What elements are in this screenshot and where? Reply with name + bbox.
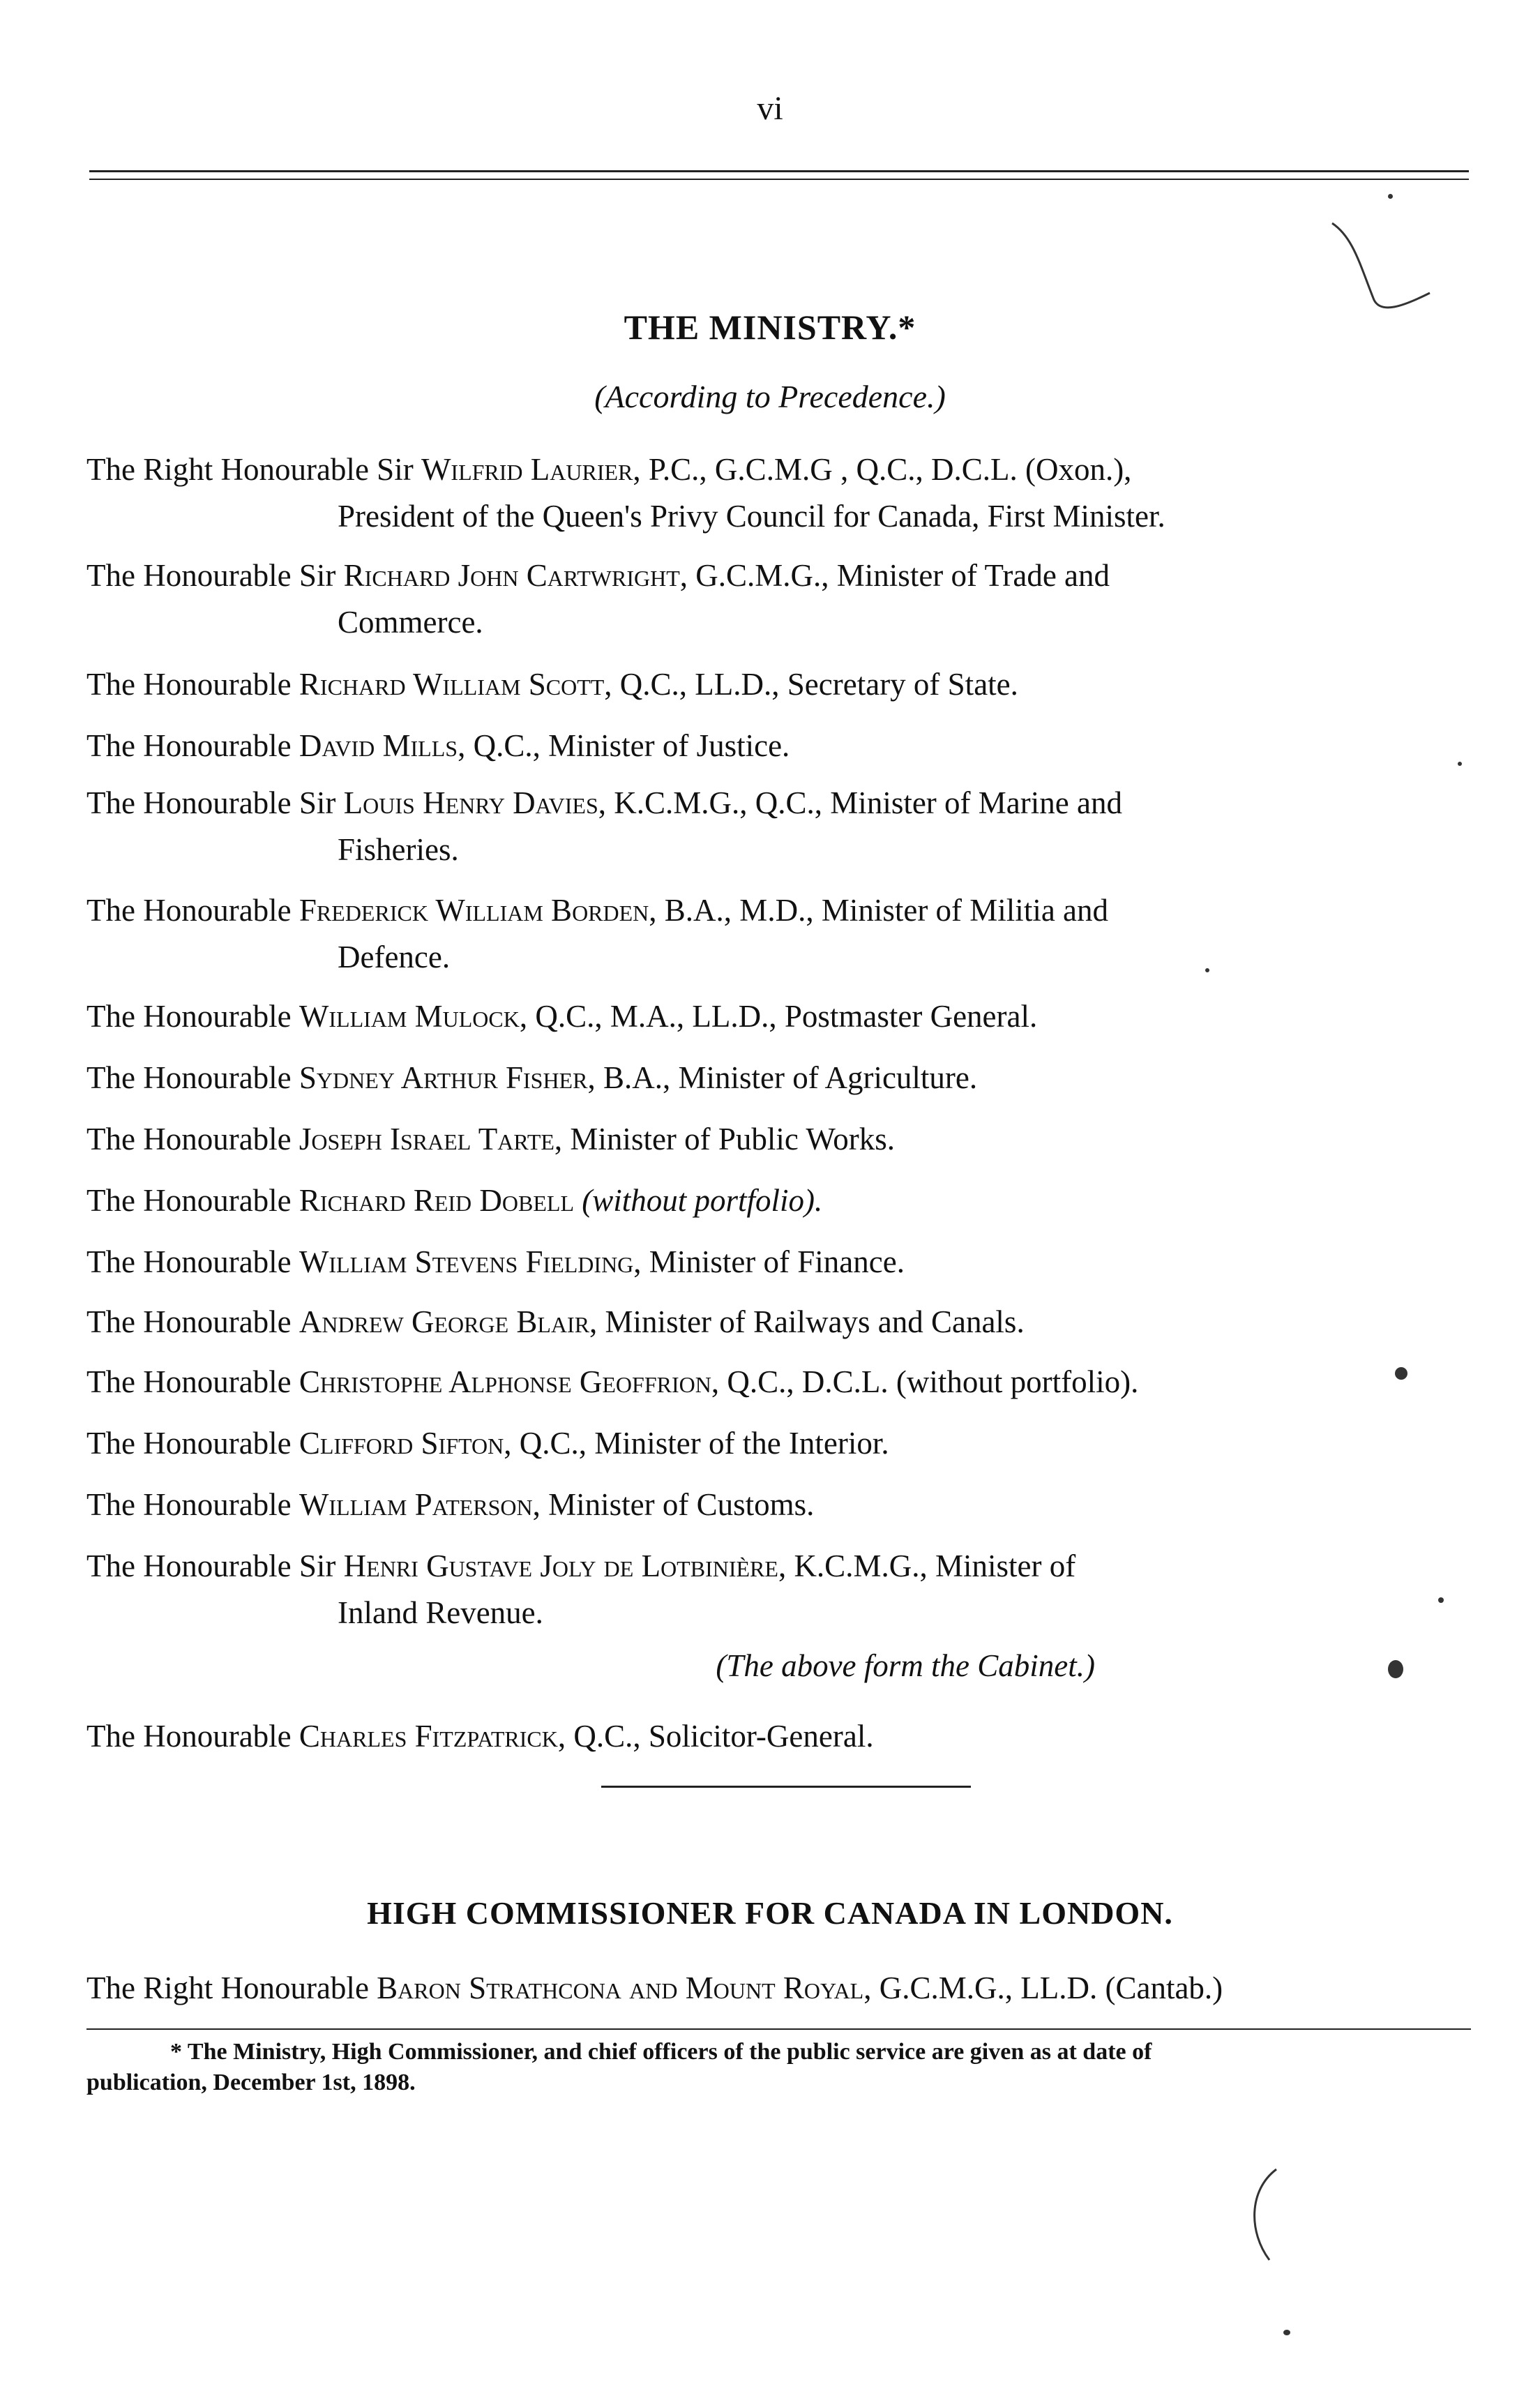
footnote-rule: [86, 2028, 1471, 2030]
ministry-entry: The Honourable Clifford Sifton, Q.C., Minister of the Interior.: [86, 1426, 889, 1461]
minister-name: Clifford Sifton: [299, 1426, 504, 1461]
minister-name: Richard Reid Dobell: [299, 1183, 575, 1218]
ministry-entry: The Honourable Christophe Alphonse Geoffrion, Q.C., D.C.L. (without portfolio).: [86, 1364, 1139, 1399]
ink-spot: [1205, 968, 1209, 972]
ministry-entry: The Honourable William Mulock, Q.C., M.A., LL.D., Postmaster General.: [86, 999, 1038, 1034]
ministry-entry: The Honourable Joseph Israel Tarte, Minister of Public Works.: [86, 1122, 895, 1156]
ministry-entry: The Honourable William Paterson, Minister of Customs.: [86, 1487, 815, 1522]
ink-spot: [1438, 1597, 1444, 1603]
high-commissioner-name: Baron Strathcona and Mount Royal: [377, 1971, 864, 2005]
ink-spot: [1388, 194, 1393, 199]
section-divider: [601, 1786, 971, 1788]
minister-name: David Mills: [299, 728, 458, 763]
ink-spot: [1395, 1367, 1407, 1380]
footnote: * The Ministry, High Commissioner, and chief officers of the public service are given as at date of publication, December 1st, 1898.: [86, 2039, 1152, 2095]
ministry-entry: The Honourable Frederick William Borden, B.A., M.D., Minister of Militia and Defence.: [86, 893, 1109, 974]
high-commissioner-entry: The Right Honourable Baron Strathcona and Mount Royal, G.C.M.G., LL.D. (Cantab.): [86, 1971, 1223, 2005]
minister-name: William Stevens Fielding: [299, 1244, 634, 1279]
ink-spot: [1283, 2330, 1290, 2335]
solicitor-entry: The Honourable Charles Fitzpatrick, Q.C., Solicitor-General.: [86, 1719, 874, 1754]
minister-name: William Paterson: [299, 1487, 533, 1522]
minister-name: Louis Henry Davies: [343, 785, 598, 820]
ministry-entry: The Honourable Sir Louis Henry Davies, K.C.M.G., Q.C., Minister of Marine and Fisheries.: [86, 785, 1122, 867]
minister-name: Richard William Scott: [299, 667, 605, 702]
ink-spot: [1388, 1660, 1403, 1678]
minister-name: Frederick William Borden: [299, 893, 649, 928]
section-title: THE MINISTRY.*: [624, 308, 916, 347]
header-rule-secondary: [89, 179, 1469, 180]
cabinet-note: (The above form the Cabinet.): [716, 1648, 1095, 1683]
minister-name: Henri Gustave Joly de Lotbinière: [343, 1549, 778, 1583]
section-subtitle: (According to Precedence.): [594, 379, 946, 414]
minister-name: Joseph Israel Tarte: [299, 1122, 554, 1156]
ministry-entry: The Honourable Sir Richard John Cartwright, G.C.M.G., Minister of Trade and Commerce.: [86, 558, 1110, 640]
ministry-entry: The Honourable David Mills, Q.C., Minister of Justice.: [86, 728, 790, 763]
pencil-mark-icon: [1228, 2162, 1290, 2267]
ink-spot: [1458, 762, 1462, 766]
minister-name: Andrew George Blair: [299, 1304, 590, 1339]
ministry-entry: The Honourable Sir Henri Gustave Joly de Lotbinière, K.C.M.G., Minister of Inland Revenue.: [86, 1549, 1076, 1630]
ministry-entry: The Honourable William Stevens Fielding, Minister of Finance.: [86, 1244, 905, 1279]
minister-name: Richard John Cartwright: [343, 558, 680, 593]
ministry-entry: The Honourable Sydney Arthur Fisher, B.A., Minister of Agriculture.: [86, 1060, 978, 1095]
ministry-entry: The Honourable Andrew George Blair, Minister of Railways and Canals.: [86, 1304, 1025, 1339]
minister-name: Wilfrid Laurier: [421, 452, 633, 487]
page-number: vi: [757, 90, 783, 127]
minister-name: William Mulock: [299, 999, 520, 1034]
solicitor-name: Charles Fitzpatrick: [299, 1719, 558, 1754]
header-rule: [89, 170, 1469, 172]
ministry-entry: The Honourable Richard Reid Dobell (without portfolio).: [86, 1183, 823, 1218]
minister-name: Sydney Arthur Fisher: [299, 1060, 588, 1095]
high-commissioner-heading: HIGH COMMISSIONER FOR CANADA IN LONDON.: [367, 1895, 1173, 1931]
minister-name: Christophe Alphonse Geoffrion: [299, 1364, 711, 1399]
pencil-mark-icon: [1325, 216, 1465, 335]
ministry-entry: The Honourable Richard William Scott, Q.C., LL.D., Secretary of State.: [86, 667, 1018, 702]
ministry-entry: The Right Honourable Sir Wilfrid Laurier, P.C., G.C.M.G , Q.C., D.C.L. (Oxon.), President of the Queen's Privy Council for Canada, First Minister.: [86, 452, 1165, 534]
